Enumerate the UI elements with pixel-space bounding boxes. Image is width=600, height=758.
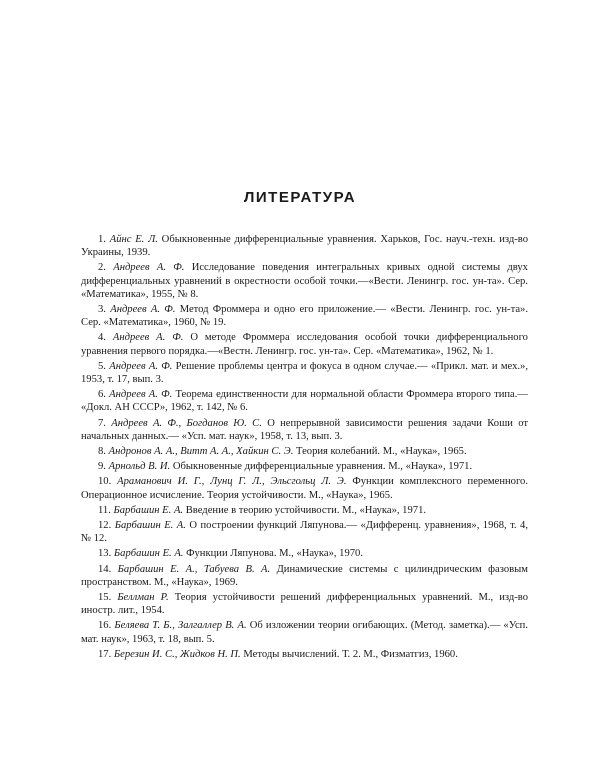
reference-number: 12. xyxy=(98,520,112,532)
reference-authors: Барбашин Е. А. xyxy=(114,520,186,532)
reference-authors: Андреев А. Ф. xyxy=(110,304,176,316)
reference-number: 9. xyxy=(98,461,106,473)
reference-text: Об изложении теории огибающих. (Метод. заметка).— «Усп. мат. наук», 1963, т. 18, вып. 5. xyxy=(81,620,528,645)
reference-authors: Андреев А. Ф., Богданов Ю. С. xyxy=(111,417,262,429)
reference-authors: Барбашин Е. А. xyxy=(113,504,184,516)
reference-number: 13. xyxy=(98,548,112,560)
reference-item xyxy=(81,519,528,545)
reference-text: Динамические системы с цилиндрическим фазовым пространством. М., «Наука», 1969. xyxy=(81,563,528,588)
page-title: ЛИТЕРАТУРА xyxy=(243,189,357,206)
reference-number: 3. xyxy=(98,304,106,316)
reference-number: 10. xyxy=(98,476,112,488)
reference-item xyxy=(81,504,528,517)
reference-authors: Айнс Е. Л. xyxy=(109,234,158,245)
reference-item xyxy=(81,460,528,473)
reference-text: Теорема единственности для нормальной области Фроммера второго типа.— «Докл. АН СССР», 1962, т. 142, № 6. xyxy=(81,389,528,414)
reference-number: 8. xyxy=(98,446,106,458)
reference-item xyxy=(81,303,528,329)
reference-authors: Беляева Т. Б., Залгаллер В. А. xyxy=(114,620,247,632)
reference-number: 14. xyxy=(98,563,112,575)
reference-text: Теория устойчивости решений дифференциальных уравнений. М., изд-во иностр. лит., 1954. xyxy=(81,592,529,617)
reference-item xyxy=(81,360,528,386)
reference-text: О непрерывной зависимости решения задачи Коши от начальных данных.— «Усп. мат. наук», 1958, т. 13, вып. 3. xyxy=(81,417,528,442)
reference-item xyxy=(81,261,528,301)
reference-text: Функции Ляпунова. М., «Наука», 1970. xyxy=(186,548,364,560)
reference-number: 17. xyxy=(98,648,112,660)
reference-number: 11. xyxy=(98,504,111,516)
reference-number: 5. xyxy=(98,360,106,372)
reference-number: 2. xyxy=(98,262,106,274)
reference-authors: Андреев А. Ф. xyxy=(109,389,173,401)
reference-text: Обыкновенные дифференциальные уравнения. М., «Наука», 1971. xyxy=(172,461,473,473)
reference-text: Исследование поведения интегральных кривых одной системы двух дифференциальных уравнений в окрестности особой точки.—«Вести. Ленингр. гос. ун-та». Сер. «Математика», 1955, № 8. xyxy=(81,262,528,300)
reference-item xyxy=(81,563,528,589)
reference-number: 15. xyxy=(98,592,112,604)
reference-text: О построении функций Ляпунова.— «Дифференц. уравнения», 1968, т. 4, № 12. xyxy=(81,520,528,545)
reference-authors: Березин И. С., Жидков Н. П. xyxy=(113,648,241,660)
reference-item xyxy=(81,648,528,661)
reference-text: Метод Фроммера и одно его приложение.— «Вести. Ленингр. гос. ун-та». Сер. «Математика», 1960, № 19. xyxy=(81,304,528,329)
reference-text: Введение в теорию устойчивости. М., «Наука», 1971. xyxy=(185,504,427,516)
reference-authors: Андреев А. Ф. xyxy=(109,360,173,372)
reference-item xyxy=(81,331,528,357)
reference-text: Теория колебаний. М., «Наука», 1965. xyxy=(296,446,467,458)
reference-authors: Андреев А. Ф. xyxy=(112,332,184,344)
reference-item xyxy=(81,445,528,458)
reference-authors: Арнольд В. И. xyxy=(108,461,171,473)
reference-item xyxy=(81,233,528,259)
reference-text: Методы вычислений. Т. 2. М., Физматгиз, 1960. xyxy=(243,648,458,660)
reference-authors: Барбашин Е. А., Табуева В. А. xyxy=(117,563,271,575)
reference-list xyxy=(81,233,528,663)
reference-item xyxy=(81,591,528,617)
reference-text: Обыкновенные дифференциальные уравнения. Харьков, Гос. науч.-техн. изд-во Украины, 1939. xyxy=(81,234,529,259)
reference-authors: Беллман Р. xyxy=(117,592,169,604)
reference-item xyxy=(81,619,528,645)
reference-item xyxy=(81,475,528,501)
reference-number: 4. xyxy=(98,332,106,344)
reference-authors: Араманович И. Г., Лунц Г. Л., Эльсгольц Л. Э. xyxy=(117,476,347,488)
reference-text: О методе Фроммера исследования особой точки дифференциального уравнения первого порядка.—«Вестн. Ленингр. гос. ун-та». Сер. «Математика», 1962, № 1. xyxy=(81,332,528,357)
reference-text: Решение проблемы центра и фокуса в одном случае.— «Прикл. мат. и мех.», 1953, т. 17, вып. 3. xyxy=(81,360,528,386)
reference-item xyxy=(81,388,528,414)
reference-number: 6. xyxy=(98,389,106,401)
reference-number: 7. xyxy=(98,417,106,429)
reference-item xyxy=(81,417,528,443)
reference-authors: Андреев А. Ф. xyxy=(113,262,185,274)
reference-number: 1. xyxy=(98,234,106,245)
reference-item xyxy=(81,547,528,560)
reference-number: 16. xyxy=(98,620,112,632)
reference-authors: Андронов А. А., Витт А. А., Хайкин С. Э. xyxy=(108,446,294,458)
reference-text: Функции комплексного переменного. Операционное исчисление. Теория устойчивости. М., «Наука», 1965. xyxy=(81,476,528,501)
reference-authors: Барбашин Е. А. xyxy=(113,548,184,560)
